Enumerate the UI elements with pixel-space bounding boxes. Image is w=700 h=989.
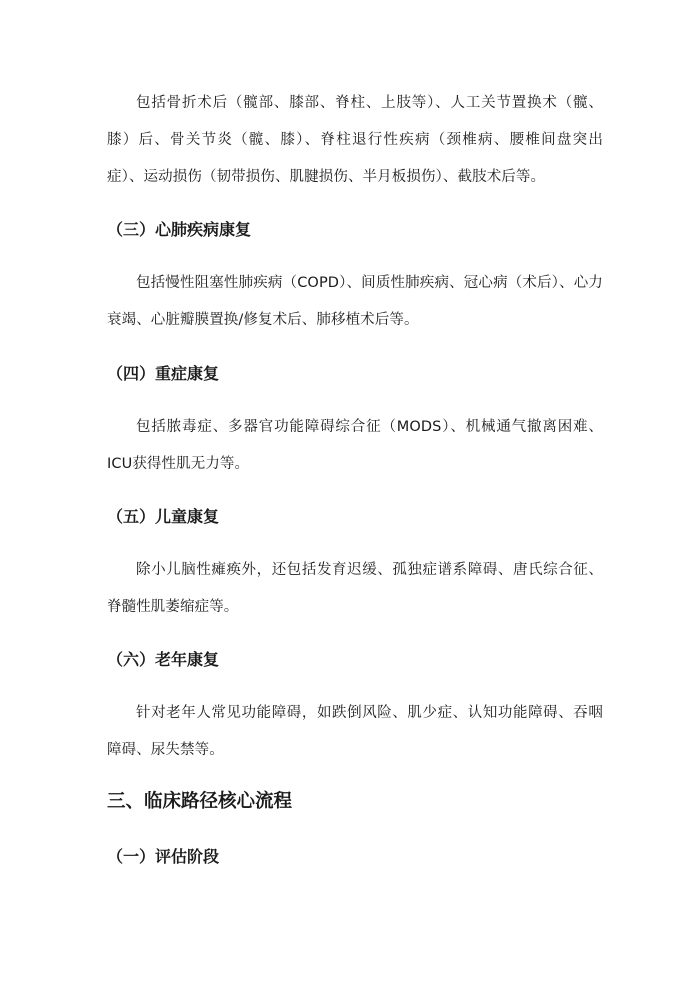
heading-clinical-pathway: 三、临床路径核心流程	[107, 791, 293, 812]
heading-assessment-phase: （一）评估阶段	[107, 847, 220, 866]
paragraph-cardiopulmonary-rehab: 包括慢性阻塞性肺疾病（COPD）、间质性肺疾病、冠心病（术后）、心力衰竭、心脏瓣膜置换/修复术后、肺移植术后等。	[107, 275, 603, 328]
heading-pediatric-rehab: （五）儿童康复	[107, 507, 220, 526]
paragraph-critical-care-rehab: 包括脓毒症、多器官功能障碍综合征（MODS）、机械通气撤离困难、ICU获得性肌无力等。	[107, 419, 603, 472]
heading-cardiopulmonary-rehab: （三）心肺疾病康复	[107, 220, 252, 239]
heading-geriatric-rehab: （六）老年康复	[107, 650, 220, 669]
paragraph-geriatric-rehab: 针对老年人常见功能障碍，如跌倒风险、肌少症、认知功能障碍、吞咽障碍、尿失禁等。	[107, 705, 603, 758]
paragraph-orthopedic-rehab: 包括骨折术后（髋部、膝部、脊柱、上肢等）、人工关节置换术（髋、膝）后、骨关节炎（髋、膝）、脊柱退行性疾病（颈椎病、腰椎间盘突出症）、运动损伤（韧带损伤、肌腱损伤、半月板损伤）、截肢术后等。	[107, 95, 603, 185]
heading-critical-care-rehab: （四）重症康复	[107, 364, 220, 383]
paragraph-pediatric-rehab: 除小儿脑性瘫痪外，还包括发育迟缓、孤独症谱系障碍、唐氏综合征、脊髓性肌萎缩症等。	[107, 562, 603, 615]
